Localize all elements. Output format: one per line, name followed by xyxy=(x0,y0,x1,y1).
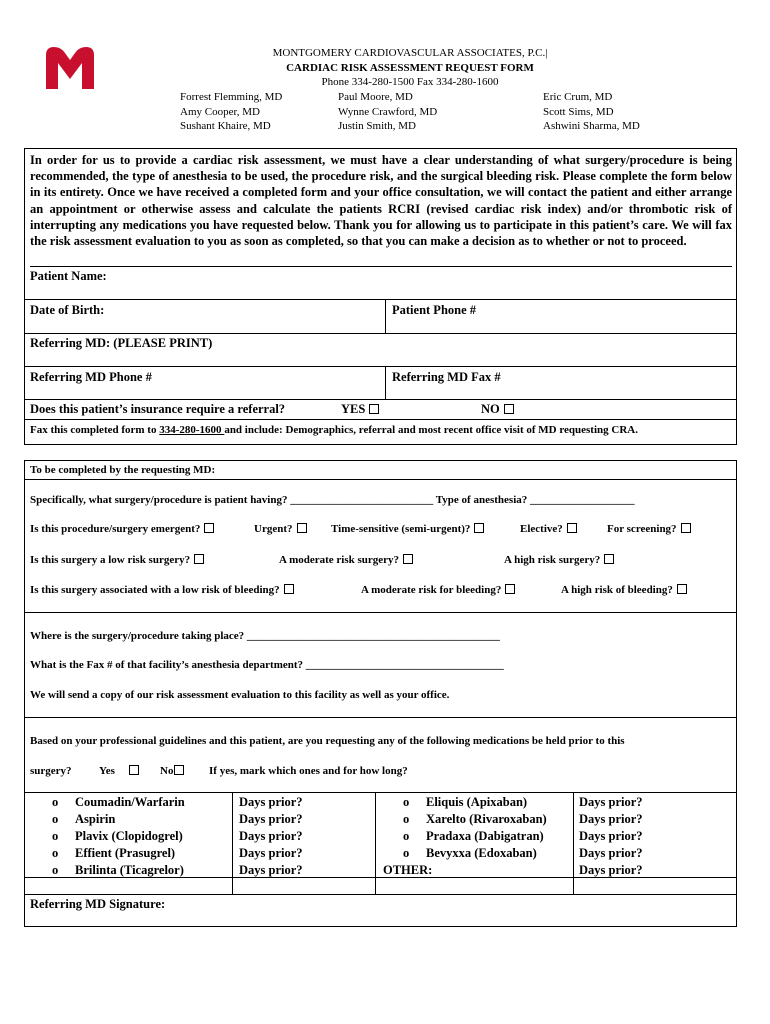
meds-right-list xyxy=(426,794,547,862)
referring-md-phone-label[interactable]: Referring MD Phone # xyxy=(30,370,152,384)
days-prior-field[interactable]: Days prior? xyxy=(239,829,303,843)
med-aspirin[interactable]: Aspirin xyxy=(75,812,116,826)
practice-contact: Phone 334-280-1500 Fax 334-280-1600 xyxy=(321,76,499,88)
doctor-name: Sushant Khaire, MD xyxy=(180,120,271,132)
med-coumadin[interactable]: Coumadin/Warfarin xyxy=(75,795,185,809)
bullet: o xyxy=(403,812,410,826)
doctor-name: Eric Crum, MD xyxy=(543,91,613,103)
screening-label: For screening? xyxy=(607,523,677,535)
meds-no-checkbox[interactable] xyxy=(174,765,184,775)
doctor-column-3 xyxy=(543,90,640,134)
bullet: o xyxy=(52,795,59,809)
meds-yes-checkbox[interactable] xyxy=(129,765,139,775)
bullet: o xyxy=(403,795,410,809)
med-pradaxa[interactable]: Pradaxa (Dabigatran) xyxy=(426,829,544,843)
low-bleed-option[interactable] xyxy=(30,584,294,596)
med-plavix[interactable]: Plavix (Clopidogrel) xyxy=(75,829,183,843)
meds-yes-option[interactable] xyxy=(99,765,139,777)
low-risk-label: Is this surgery a low risk surgery? xyxy=(30,554,191,566)
meds-no-option[interactable] xyxy=(160,765,184,777)
time-sensitive-label: Time-sensitive (semi-urgent)? xyxy=(331,523,471,535)
meds-left-list xyxy=(75,794,185,879)
urgent-checkbox[interactable] xyxy=(297,523,307,533)
doctor-name: Amy Cooper, MD xyxy=(180,105,260,118)
bullet: o xyxy=(403,846,410,860)
high-bleed-label: A high risk of bleeding? xyxy=(561,584,673,596)
fax-instructions xyxy=(30,424,638,436)
doctor-name: Paul Moore, MD xyxy=(338,91,413,103)
surgery-location-question[interactable]: Where is the surgery/procedure taking place? ______________________________________________ xyxy=(30,630,500,642)
days-prior-field[interactable]: Days prior? xyxy=(579,829,643,843)
time-sensitive-option[interactable] xyxy=(331,523,484,535)
high-risk-label: A high risk surgery? xyxy=(504,554,601,566)
emergent-label: Is this procedure/surgery emergent? xyxy=(30,523,201,535)
form-title: CARDIAC RISK ASSESSMENT REQUEST FORM xyxy=(286,62,534,74)
moderate-risk-option[interactable] xyxy=(279,554,413,566)
referring-md-label[interactable]: Referring MD: (PLEASE PRINT) xyxy=(30,336,213,350)
insurance-no-option[interactable] xyxy=(481,402,514,417)
meds-left-bullets xyxy=(52,794,58,879)
insurance-referral-question: Does this patient’s insurance require a referral? xyxy=(30,402,286,416)
low-bleed-checkbox[interactable] xyxy=(284,584,294,594)
med-eliquis[interactable]: Eliquis (Apixaban) xyxy=(426,795,528,809)
high-risk-checkbox[interactable] xyxy=(604,554,614,564)
med-brilinta[interactable]: Brilinta (Ticagrelor) xyxy=(75,863,184,877)
surgery-type-question[interactable]: Specifically, what surgery/procedure is patient having? __________________________ Type of anesthesia? ___________________ xyxy=(30,494,635,506)
bullet: o xyxy=(403,829,410,843)
high-bleed-option[interactable] xyxy=(561,584,687,596)
days-prior-field[interactable]: Days prior? xyxy=(579,795,643,809)
emergent-checkbox[interactable] xyxy=(204,523,214,533)
meds-left-days xyxy=(239,794,303,879)
medications-question-cont: surgery? xyxy=(30,765,72,777)
fax-number: 334-280-1600 xyxy=(159,424,225,436)
med-xarelto[interactable]: Xarelto (Rivaroxaban) xyxy=(426,812,547,826)
patient-name-label[interactable]: Patient Name: xyxy=(30,269,107,283)
high-bleed-checkbox[interactable] xyxy=(677,584,687,594)
days-prior-field[interactable]: Days prior? xyxy=(579,812,643,826)
days-prior-field[interactable]: Days prior? xyxy=(579,846,643,860)
meds-no-label: No xyxy=(160,765,174,777)
intro-text: In order for us to provide a cardiac risk assessment, we must have a clear understanding of what surgery/procedure is being recommended, the type of anesthesia to be used, the procedure risk, and the surgical bleeding risk. Please complete the form below in its entirety. Once we have received a completed form and your office consultation, we will contact the patient and either arrange an appointment or otherwise assess and calculate the patients RCRI (revised cardiac risk index) and/or thrombotic risk of interrupting any medications you have requested below. Thank you for allowing us to participate in this patient’s care. We will fax the risk assessment evaluation to you as soon as completed, so that you can make a decision as to whether or not to proceed. xyxy=(30,153,732,249)
patient-phone-label[interactable]: Patient Phone # xyxy=(392,303,477,317)
referring-md-signature-label[interactable]: Referring MD Signature: xyxy=(30,897,166,911)
doctor-name: Ashwini Sharma, MD xyxy=(543,120,640,132)
facility-fax-question[interactable]: What is the Fax # of that facility’s anesthesia department? ____________________________________ xyxy=(30,659,504,671)
moderate-bleed-label: A moderate risk for bleeding? xyxy=(361,584,502,596)
moderate-bleed-option[interactable] xyxy=(361,584,515,596)
meds-right-days xyxy=(579,794,643,879)
doctor-column-1 xyxy=(180,90,282,134)
days-prior-field[interactable]: Days prior? xyxy=(239,812,303,826)
fax-instructions-post: and include: Demographics, referral and most recent office visit of MD requesting CRA. xyxy=(224,424,638,436)
moderate-risk-checkbox[interactable] xyxy=(403,554,413,564)
med-effient[interactable]: Effient (Prasugrel) xyxy=(75,846,176,860)
bullet: o xyxy=(52,829,59,843)
practice-name: MONTGOMERY CARDIOVASCULAR ASSOCIATES, P.C.| xyxy=(272,47,548,59)
low-risk-checkbox[interactable] xyxy=(194,554,204,564)
meds-yes-label: Yes xyxy=(99,765,115,777)
yes-checkbox[interactable] xyxy=(369,404,379,414)
fax-instructions-pre: Fax this completed form to xyxy=(30,424,160,436)
referring-md-fax-label[interactable]: Referring MD Fax # xyxy=(392,370,501,384)
no-label: NO xyxy=(481,402,500,416)
copy-note: We will send a copy of our risk assessment evaluation to this facility as well as your office. xyxy=(30,689,450,701)
dob-label[interactable]: Date of Birth: xyxy=(30,303,105,317)
bullet: o xyxy=(52,846,59,860)
time-sensitive-checkbox[interactable] xyxy=(474,523,484,533)
emergent-option[interactable] xyxy=(30,523,214,535)
low-risk-option[interactable] xyxy=(30,554,204,566)
days-prior-field[interactable]: Days prior? xyxy=(239,846,303,860)
urgent-option[interactable] xyxy=(254,523,307,535)
high-risk-option[interactable] xyxy=(504,554,614,566)
doctor-name: Justin Smith, MD xyxy=(338,120,416,132)
urgent-label: Urgent? xyxy=(254,523,293,535)
doctor-name: Forrest Flemming, MD xyxy=(180,91,283,103)
elective-option[interactable] xyxy=(520,523,577,535)
days-prior-field[interactable]: Days prior? xyxy=(579,863,643,877)
moderate-risk-label: A moderate risk surgery? xyxy=(279,554,400,566)
days-prior-field[interactable]: Days prior? xyxy=(239,795,303,809)
days-prior-field[interactable]: Days prior? xyxy=(239,863,303,877)
med-bevyxxa[interactable]: Bevyxxa (Edoxaban) xyxy=(426,846,537,860)
insurance-yes-option[interactable] xyxy=(341,402,379,417)
elective-label: Elective? xyxy=(520,523,563,535)
section-title: To be completed by the requesting MD: xyxy=(30,464,216,476)
screening-checkbox[interactable] xyxy=(681,523,691,533)
doctor-column-2 xyxy=(338,90,437,134)
meds-right-bullets xyxy=(403,794,409,862)
low-bleed-label: Is this surgery associated with a low risk of bleeding? xyxy=(30,584,280,596)
medications-question: Based on your professional guidelines and this patient, are you requesting any of the following medications be held prior to this xyxy=(30,735,625,747)
mca-logo xyxy=(44,45,96,91)
meds-duration-prompt: If yes, mark which ones and for how long? xyxy=(209,765,408,777)
moderate-bleed-checkbox[interactable] xyxy=(505,584,515,594)
bullet: o xyxy=(52,863,59,877)
elective-checkbox[interactable] xyxy=(567,523,577,533)
other-medication-label[interactable]: OTHER: xyxy=(383,863,433,877)
doctor-name: Scott Sims, MD xyxy=(543,105,614,118)
yes-label: YES xyxy=(341,402,366,416)
bullet: o xyxy=(52,812,59,826)
doctor-name: Wynne Crawford, MD xyxy=(338,105,438,118)
screening-option[interactable] xyxy=(607,523,691,535)
no-checkbox[interactable] xyxy=(504,404,514,414)
